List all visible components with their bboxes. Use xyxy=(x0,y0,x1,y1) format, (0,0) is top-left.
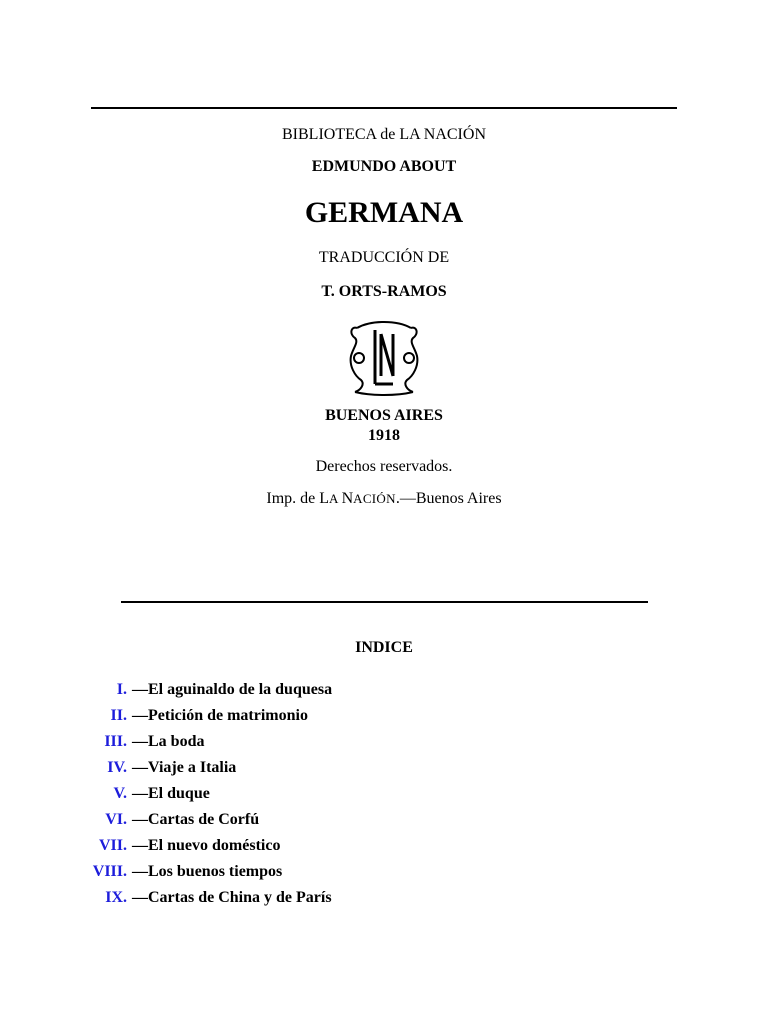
toc-title: —Petición de matrimonio xyxy=(132,707,308,724)
collection-name: LA NACIÓN xyxy=(399,126,486,143)
toc-title: —Cartas de Corfú xyxy=(132,811,260,828)
toc-title: —El nuevo doméstico xyxy=(132,837,281,854)
printer-L: L xyxy=(319,490,330,507)
book-title: GERMANA xyxy=(304,196,464,229)
translation-label: TRADUCCIÓN DE xyxy=(318,249,450,266)
printer-line xyxy=(0,488,768,510)
table-of-contents xyxy=(0,680,768,914)
top-rule xyxy=(91,107,677,109)
toc-link[interactable]: VI. xyxy=(105,811,127,828)
toc-link[interactable]: I. xyxy=(116,681,127,698)
toc-link[interactable]: IX. xyxy=(105,889,127,906)
toc-item xyxy=(0,706,768,732)
toc-link[interactable]: III. xyxy=(104,733,127,750)
toc-item xyxy=(0,680,768,706)
toc-link[interactable]: II. xyxy=(110,707,127,724)
printer-suffix: .—Buenos Aires xyxy=(395,490,502,507)
imprint-city: BUENOS AIRES xyxy=(325,407,443,424)
toc-title: —Cartas de China y de París xyxy=(132,889,332,906)
index-heading: INDICE xyxy=(355,639,413,656)
toc-item xyxy=(0,836,768,862)
toc-item xyxy=(0,888,768,914)
toc-title: —El aguinaldo de la duquesa xyxy=(132,681,333,698)
toc-title: —El duque xyxy=(132,785,210,802)
printer-acion: ACIÓN xyxy=(353,491,396,506)
rights-notice: Derechos reservados. xyxy=(315,458,453,475)
toc-item xyxy=(0,810,768,836)
toc-link[interactable]: IV. xyxy=(107,759,127,776)
translator: T. ORTS-RAMOS xyxy=(321,283,447,300)
toc-item xyxy=(0,784,768,810)
toc-item xyxy=(0,758,768,784)
toc-item xyxy=(0,862,768,888)
toc-title: —Viaje a Italia xyxy=(132,759,237,776)
publisher-monogram-icon xyxy=(347,318,421,396)
author: EDMUNDO ABOUT xyxy=(311,158,457,175)
printer-prefix: Imp. de xyxy=(266,490,320,507)
printer-a: A xyxy=(329,491,342,506)
toc-link[interactable]: VIII. xyxy=(92,863,127,880)
toc-item xyxy=(0,732,768,758)
collection-prefix: BIBLIOTECA de xyxy=(282,126,400,143)
toc-link[interactable]: VII. xyxy=(98,837,127,854)
toc-link[interactable]: V. xyxy=(113,785,127,802)
toc-title: —Los buenos tiempos xyxy=(132,863,283,880)
toc-title: —La boda xyxy=(132,733,205,750)
middle-rule xyxy=(121,601,648,603)
collection-line xyxy=(0,124,768,146)
imprint-year: 1918 xyxy=(368,427,400,444)
printer-N: N xyxy=(341,490,354,507)
